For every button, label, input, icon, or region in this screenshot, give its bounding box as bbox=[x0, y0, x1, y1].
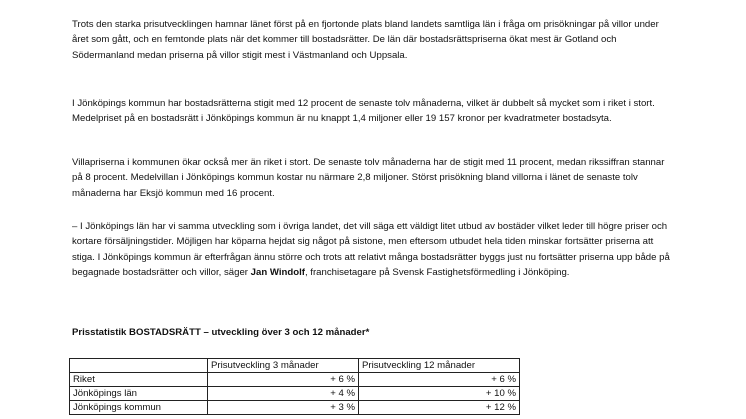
header-cell-12-months: Prisutveckling 12 månader bbox=[359, 359, 520, 373]
price-statistics-table bbox=[69, 358, 520, 415]
quote-speaker-title: , franchisetagare på Svensk Fastighetsförmedling i Jönköping. bbox=[304, 266, 570, 278]
header-cell-empty bbox=[70, 359, 208, 373]
change-3m-cell: + 6 % bbox=[208, 373, 359, 387]
change-12m-cell: + 6 % bbox=[359, 373, 520, 387]
change-12m-cell: + 12 % bbox=[359, 401, 520, 415]
table-row bbox=[70, 373, 520, 387]
quote-speaker-name: Jan Windolf bbox=[250, 266, 305, 278]
paragraph-quote bbox=[72, 219, 677, 280]
region-cell: Jönköpings kommun bbox=[70, 401, 208, 415]
change-12m-cell: + 10 % bbox=[359, 387, 520, 401]
change-3m-cell: + 4 % bbox=[208, 387, 359, 401]
paragraph-villa-prices: Villapriserna i kommunen ökar också mer än riket i stort. De senaste tolv månaderna har de stigit med 11 procent, medan rikssiffran stannar på 8 procent. Medelvillan i Jönköpings kommun kostar nu närmare 2,8 miljoner. Störst prisökning bland villorna i länet de senaste tolv månaderna har Eksjö kommun med 16 procent. bbox=[72, 157, 665, 199]
paragraph-condo-prices: I Jönköpings kommun har bostadsrätterna stigit med 12 procent de senaste tolv månaderna, vilket är dubbelt så mycket som i riket i stort. Medelpriset på en bostadsrätt i Jönköpings kommun är nu knappt 1,4 miljoner eller 19 157 kronor per kvadratmeter bostadsyta. bbox=[72, 98, 655, 125]
table-heading: Prisstatistik BOSTADSRÄTT – utveckling över 3 och 12 månader* bbox=[72, 327, 370, 338]
change-3m-cell: + 3 % bbox=[208, 401, 359, 415]
quote-text: – I Jönköpings län har vi samma utveckling som i övriga landet, det vill säga ett väldigt litet utbud av bostäder vilket leder till högre priser och kortare försäljningstider. Möjligen har köparna hejdat sig något på sistone, men eftersom utbudet hela tiden minskar fortsätter priserna att stiga. I Jönköpings kommun är efterfrågan ännu större och trots att relativt många bostadsrätter byggs just nu fortsätter priserna upp både på begagnade bostadsrätter och villor, säger bbox=[72, 221, 670, 278]
region-cell: Riket bbox=[70, 373, 208, 387]
table-header-row bbox=[70, 359, 520, 373]
paragraph-regional-ranking: Trots den starka prisutvecklingen hamnar länet först på en fjortonde plats bland landets samtliga län i fråga om prisökningar på villor under året som gått, och en femtonde plats när det kommer till bostadsrätter. De län där bostadsrättspriserna ökat mest är Gotland och Södermanland medan priserna på villor stigit mest i Västmanland och Uppsala. bbox=[72, 19, 659, 61]
table-row bbox=[70, 387, 520, 401]
table-row bbox=[70, 401, 520, 415]
region-cell: Jönköpings län bbox=[70, 387, 208, 401]
header-cell-3-months: Prisutveckling 3 månader bbox=[208, 359, 359, 373]
